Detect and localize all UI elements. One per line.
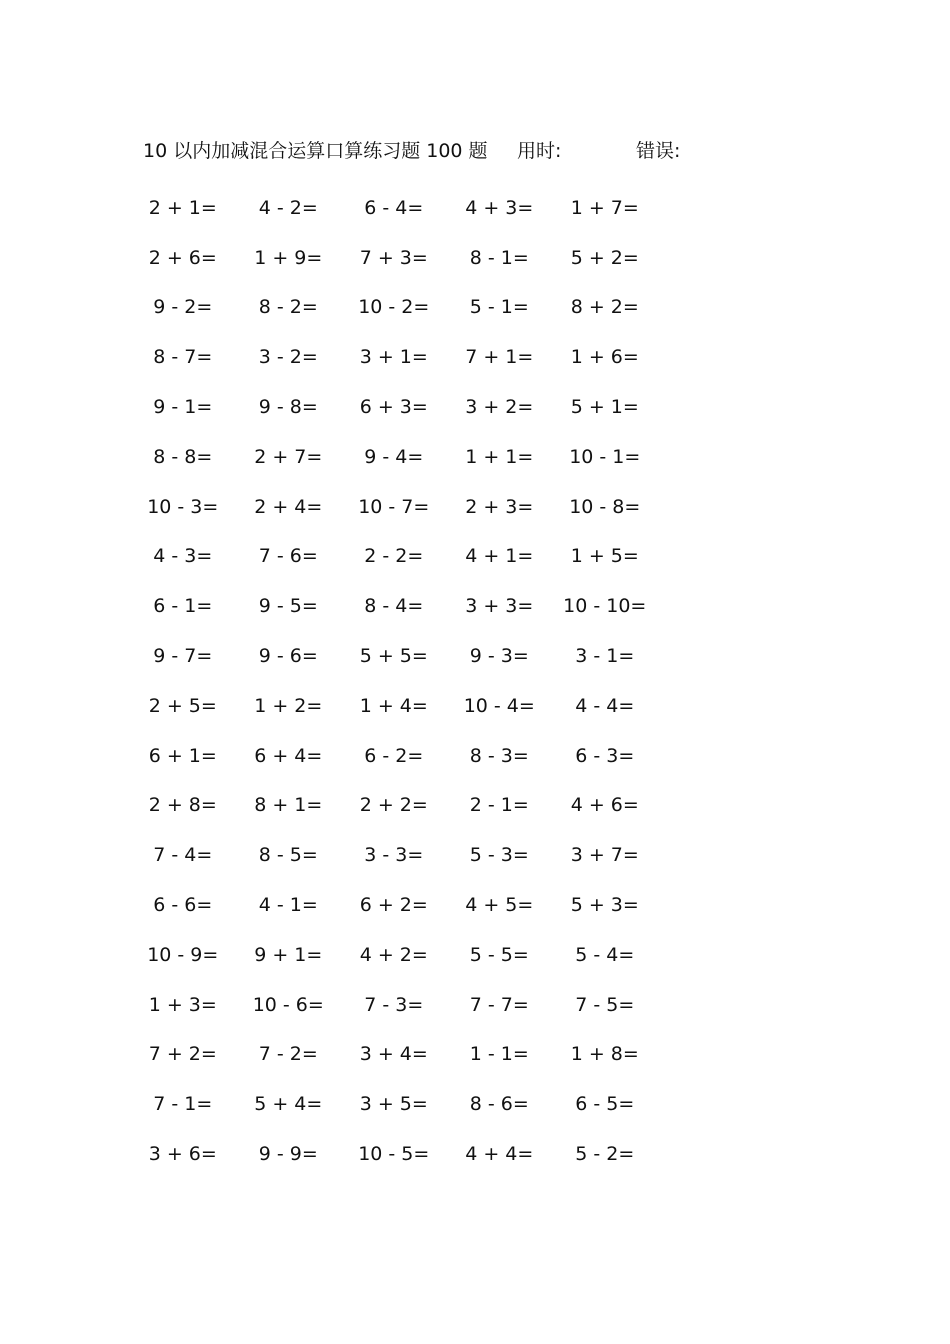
time-label: 用时:	[517, 140, 562, 162]
math-problem: 8 - 8=	[153, 445, 213, 468]
math-problem: 2 - 2=	[364, 545, 424, 568]
math-problem: 8 - 5=	[258, 844, 318, 867]
math-problem: 8 + 2=	[570, 296, 639, 319]
problem-row	[130, 830, 690, 880]
problem-grid	[130, 183, 690, 1179]
math-problem: 8 + 1=	[254, 794, 323, 817]
problem-row	[130, 382, 690, 432]
math-problem: 7 + 1=	[465, 346, 534, 369]
math-problem: 7 + 2=	[148, 1043, 217, 1066]
math-problem: 10 - 8=	[569, 495, 641, 518]
math-problem: 8 - 7=	[153, 346, 213, 369]
math-problem: 9 - 5=	[258, 595, 318, 618]
math-problem: 4 + 4=	[465, 1143, 534, 1166]
math-problem: 3 + 4=	[359, 1043, 428, 1066]
math-problem: 1 + 8=	[570, 1043, 639, 1066]
problem-row	[130, 482, 690, 532]
math-problem: 4 + 6=	[570, 794, 639, 817]
problem-row	[130, 183, 690, 233]
math-problem: 5 - 5=	[469, 943, 529, 966]
math-problem: 5 + 2=	[570, 246, 639, 269]
math-problem: 10 - 10=	[563, 595, 647, 618]
math-problem: 1 + 3=	[148, 993, 217, 1016]
math-problem: 9 - 3=	[469, 645, 529, 668]
math-problem: 1 - 1=	[469, 1043, 529, 1066]
math-problem: 6 + 3=	[359, 396, 428, 419]
problem-row	[130, 1079, 690, 1129]
math-problem: 5 - 4=	[575, 943, 635, 966]
math-problem: 1 + 5=	[570, 545, 639, 568]
math-problem: 1 + 1=	[465, 445, 534, 468]
math-problem: 3 + 5=	[359, 1093, 428, 1116]
math-problem: 2 + 2=	[359, 794, 428, 817]
page-title: 10 以内加减混合运算口算练习题 100 题	[143, 140, 488, 162]
math-problem: 1 + 7=	[570, 196, 639, 219]
math-problem: 2 + 6=	[148, 246, 217, 269]
problem-row	[130, 1030, 690, 1080]
math-problem: 6 - 2=	[364, 744, 424, 767]
math-problem: 7 - 5=	[575, 993, 635, 1016]
math-problem: 2 + 3=	[465, 495, 534, 518]
math-problem: 4 - 2=	[258, 196, 318, 219]
math-problem: 6 - 3=	[575, 744, 635, 767]
math-problem: 7 - 1=	[153, 1093, 213, 1116]
math-problem: 10 - 4=	[463, 694, 535, 717]
math-problem: 10 - 7=	[358, 495, 430, 518]
math-problem: 8 - 4=	[364, 595, 424, 618]
problem-row	[130, 631, 690, 681]
math-problem: 4 + 2=	[359, 943, 428, 966]
math-problem: 5 + 4=	[254, 1093, 323, 1116]
problem-row	[130, 1129, 690, 1179]
math-problem: 8 - 6=	[469, 1093, 529, 1116]
math-problem: 6 - 5=	[575, 1093, 635, 1116]
math-problem: 7 - 4=	[153, 844, 213, 867]
math-problem: 9 - 2=	[153, 296, 213, 319]
problem-row	[130, 233, 690, 283]
math-problem: 2 + 7=	[254, 445, 323, 468]
math-problem: 2 + 1=	[148, 196, 217, 219]
problem-row	[130, 681, 690, 731]
math-problem: 5 - 3=	[469, 844, 529, 867]
math-problem: 3 - 3=	[364, 844, 424, 867]
math-problem: 5 + 1=	[570, 396, 639, 419]
math-problem: 8 - 1=	[469, 246, 529, 269]
math-problem: 9 - 9=	[258, 1143, 318, 1166]
math-problem: 2 + 4=	[254, 495, 323, 518]
math-problem: 5 - 2=	[575, 1143, 635, 1166]
math-problem: 3 + 1=	[359, 346, 428, 369]
math-problem: 9 + 1=	[254, 943, 323, 966]
math-problem: 9 - 6=	[258, 645, 318, 668]
math-problem: 4 + 1=	[465, 545, 534, 568]
math-problem: 1 + 9=	[254, 246, 323, 269]
math-problem: 6 + 2=	[359, 894, 428, 917]
math-problem: 3 - 2=	[258, 346, 318, 369]
math-problem: 10 - 6=	[252, 993, 324, 1016]
problem-row	[130, 880, 690, 930]
math-problem: 9 - 7=	[153, 645, 213, 668]
math-problem: 9 - 1=	[153, 396, 213, 419]
problem-row	[130, 930, 690, 980]
math-problem: 4 - 4=	[575, 694, 635, 717]
math-problem: 1 + 6=	[570, 346, 639, 369]
math-problem: 7 - 7=	[469, 993, 529, 1016]
math-problem: 3 + 7=	[570, 844, 639, 867]
problem-row	[130, 283, 690, 333]
math-problem: 10 - 5=	[358, 1143, 430, 1166]
math-problem: 8 - 2=	[258, 296, 318, 319]
math-problem: 1 + 2=	[254, 694, 323, 717]
problem-row	[130, 332, 690, 382]
error-label: 错误:	[636, 140, 681, 162]
math-problem: 5 + 5=	[359, 645, 428, 668]
problem-row	[130, 781, 690, 831]
math-problem: 6 - 1=	[153, 595, 213, 618]
math-problem: 6 + 1=	[148, 744, 217, 767]
math-problem: 7 + 3=	[359, 246, 428, 269]
math-problem: 7 - 6=	[258, 545, 318, 568]
math-problem: 3 + 2=	[465, 396, 534, 419]
math-problem: 6 - 6=	[153, 894, 213, 917]
math-problem: 10 - 2=	[358, 296, 430, 319]
worksheet-header	[143, 136, 763, 166]
math-problem: 9 - 4=	[364, 445, 424, 468]
math-problem: 7 - 3=	[364, 993, 424, 1016]
math-problem: 4 - 1=	[258, 894, 318, 917]
math-problem: 9 - 8=	[258, 396, 318, 419]
math-problem: 4 + 5=	[465, 894, 534, 917]
math-problem: 6 + 4=	[254, 744, 323, 767]
math-problem: 7 - 2=	[258, 1043, 318, 1066]
math-problem: 4 - 3=	[153, 545, 213, 568]
math-problem: 3 - 1=	[575, 645, 635, 668]
math-problem: 10 - 3=	[147, 495, 219, 518]
problem-row	[130, 581, 690, 631]
math-problem: 2 + 8=	[148, 794, 217, 817]
problem-row	[130, 980, 690, 1030]
math-problem: 2 - 1=	[469, 794, 529, 817]
math-problem: 10 - 9=	[147, 943, 219, 966]
problem-row	[130, 432, 690, 482]
math-problem: 5 + 3=	[570, 894, 639, 917]
math-problem: 2 + 5=	[148, 694, 217, 717]
math-problem: 10 - 1=	[569, 445, 641, 468]
math-problem: 8 - 3=	[469, 744, 529, 767]
math-problem: 3 + 3=	[465, 595, 534, 618]
math-problem: 5 - 1=	[469, 296, 529, 319]
math-problem: 6 - 4=	[364, 196, 424, 219]
math-problem: 1 + 4=	[359, 694, 428, 717]
math-problem: 4 + 3=	[465, 196, 534, 219]
problem-row	[130, 731, 690, 781]
problem-row	[130, 532, 690, 582]
math-problem: 3 + 6=	[148, 1143, 217, 1166]
